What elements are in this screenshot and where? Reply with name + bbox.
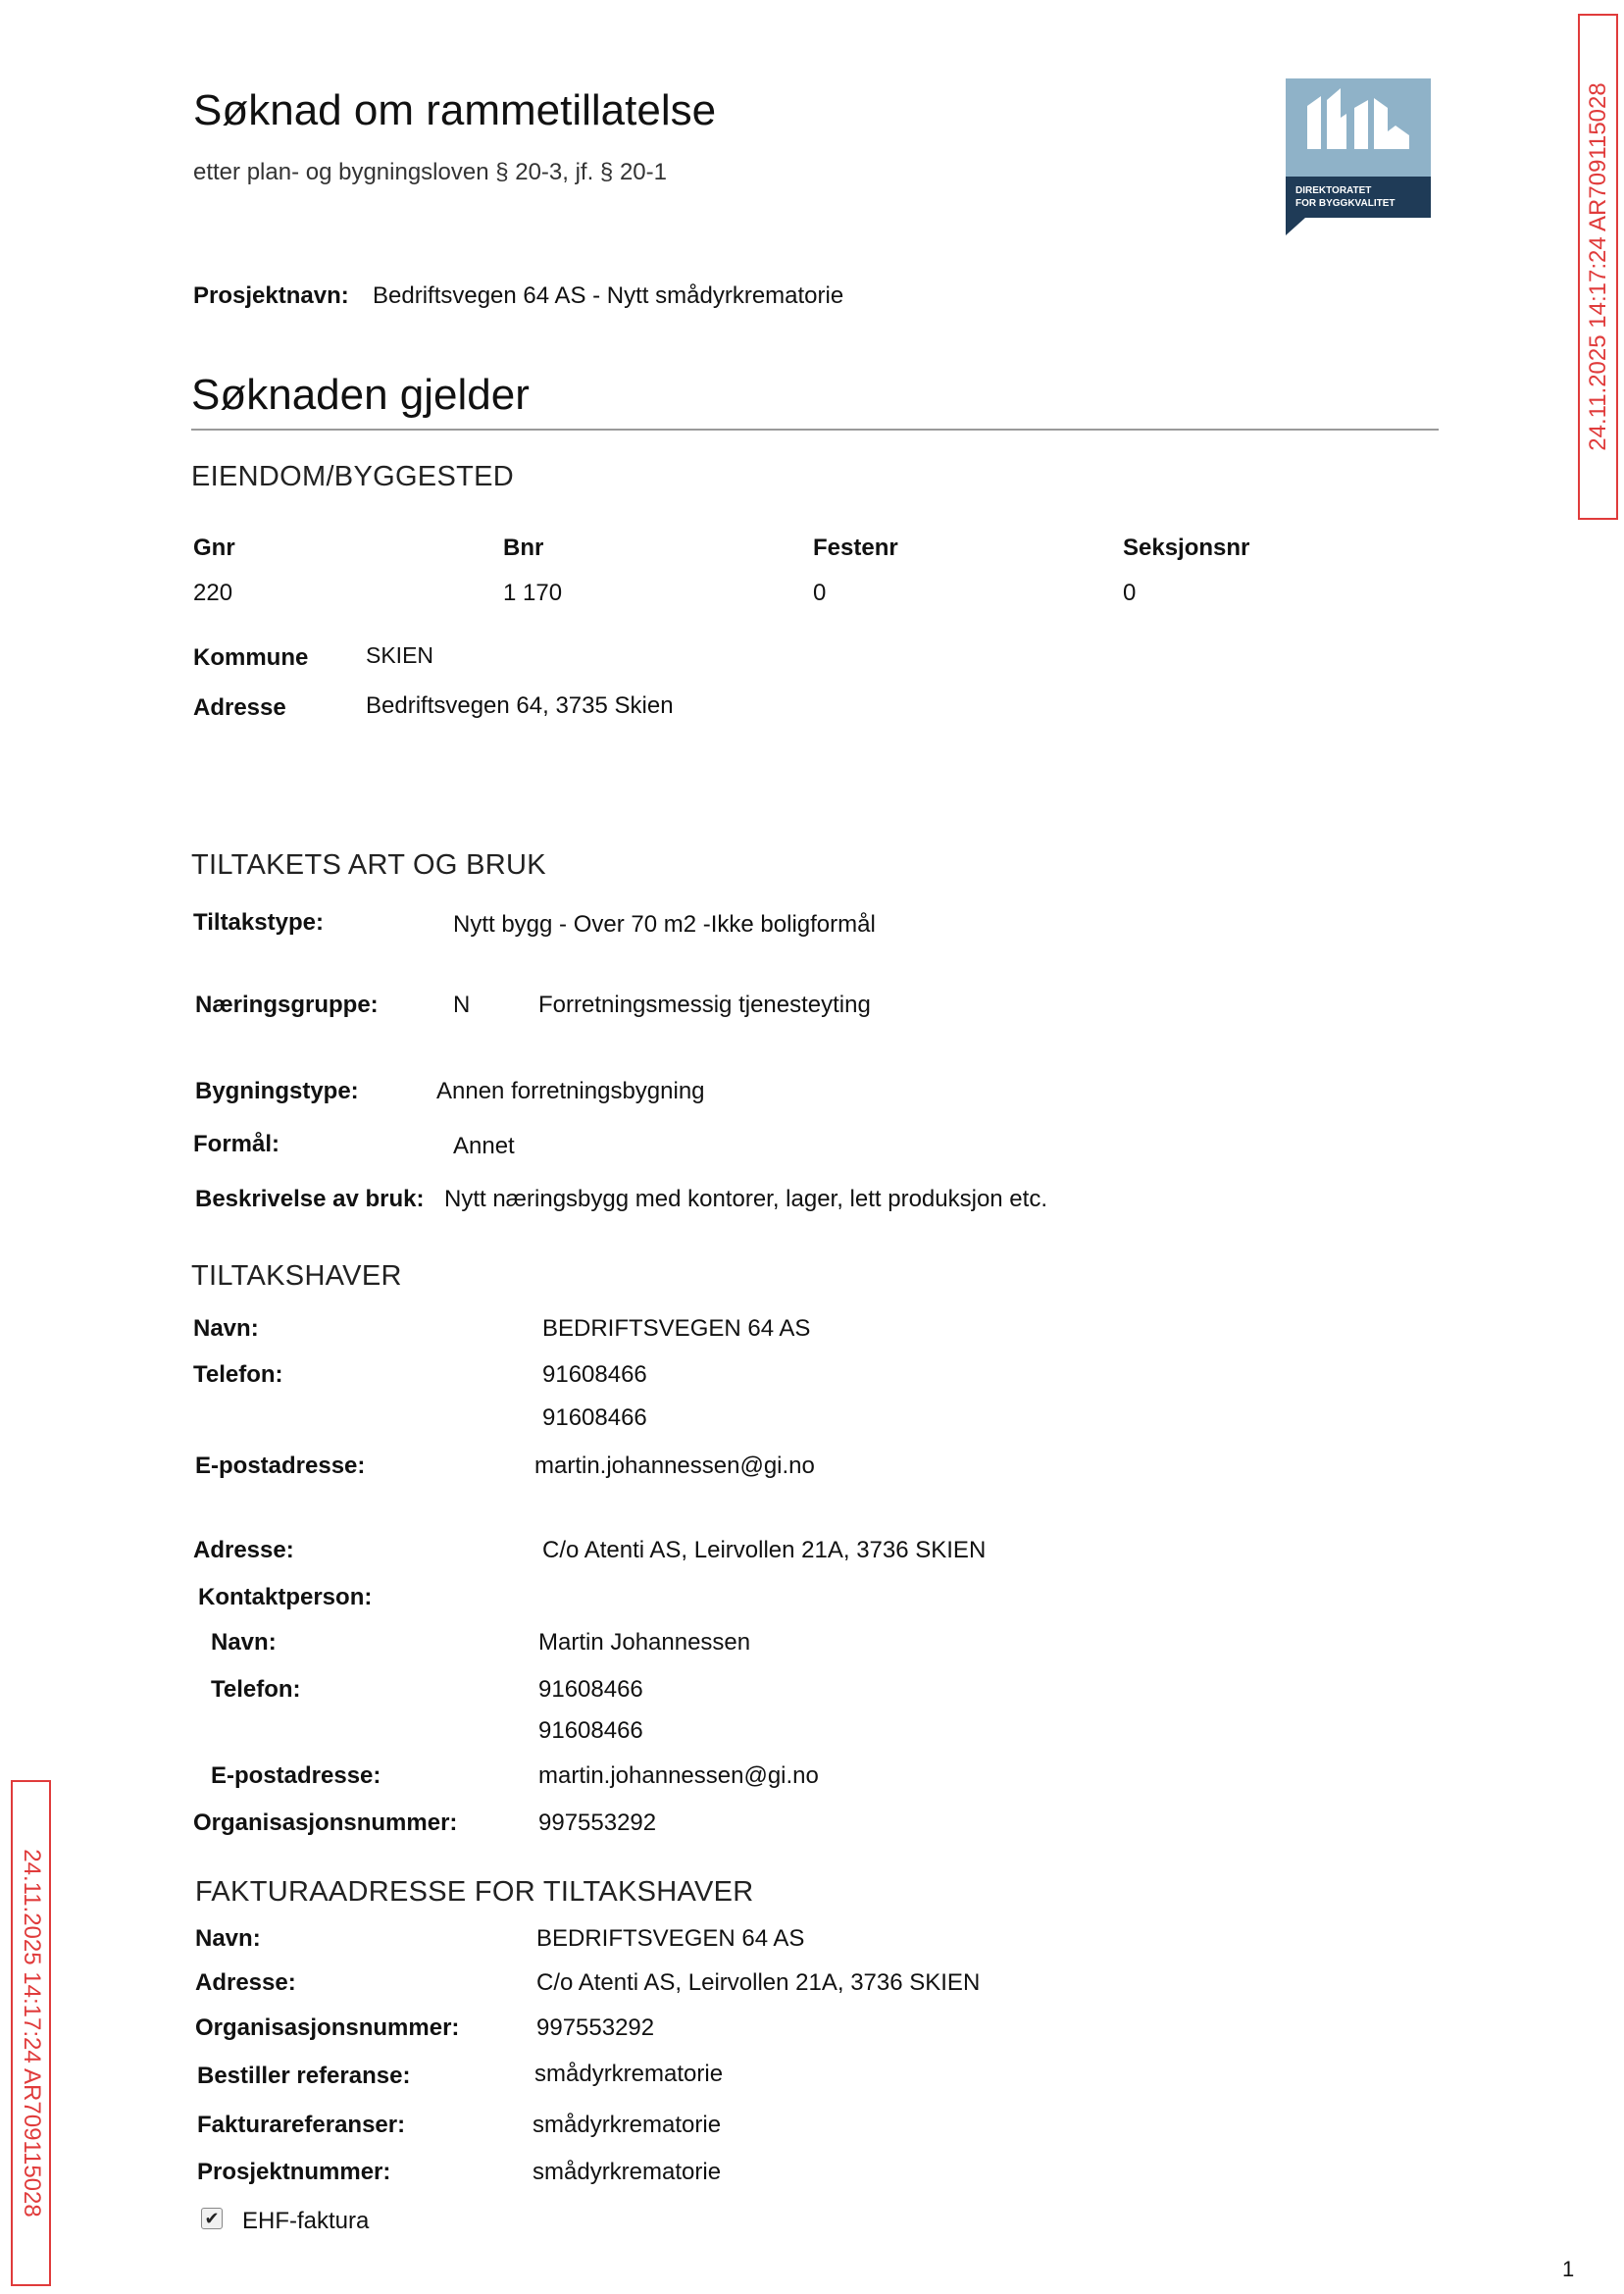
date-stamp-text: 24.11.2025 14:17:24 AR709115028 [18, 1849, 45, 2218]
bestiller-referanse-value: smådyrkrematorie [534, 2061, 724, 2087]
adresse-value: Bedriftsvegen 64, 3735 Skien [366, 692, 674, 719]
fakturareferanser-value: smådyrkrematorie [533, 2112, 722, 2138]
value-seksjonsnr: 0 [1123, 580, 1137, 606]
tiltakshaver-telefon-value-2: 91608466 [542, 1404, 647, 1431]
tiltakshaver-epost-value: martin.johannessen@gi.no [534, 1453, 815, 1479]
faktura-heading: FAKTURAADRESSE FOR TILTAKSHAVER [195, 1876, 754, 1908]
kontakt-epost-label: E-postadresse: [211, 1762, 381, 1789]
value-bnr: 1 170 [503, 580, 563, 606]
tiltakshaver-epost-label: E-postadresse: [195, 1453, 366, 1479]
tiltak-heading: TILTAKETS ART OG BRUK [191, 849, 546, 881]
checkmark-icon: ✔ [204, 2209, 220, 2228]
property-heading: EIENDOM/BYGGESTED [191, 461, 514, 492]
column-seksjonsnr: Seksjonsnr [1123, 535, 1250, 561]
logo-text-line2: FOR BYGGKVALITET [1295, 198, 1396, 209]
heading-divider [191, 429, 1439, 431]
section-heading: Søknaden gjelder [191, 371, 530, 419]
beskrivelse-value: Nytt næringsbygg med kontorer, lager, lett produksjon etc. [444, 1186, 1047, 1212]
kontakt-epost-value: martin.johannessen@gi.no [538, 1762, 819, 1789]
value-festenr: 0 [813, 580, 827, 606]
beskrivelse-label: Beskrivelse av bruk: [195, 1186, 425, 1212]
kontakt-telefon-value-2: 91608466 [538, 1717, 643, 1744]
kontakt-navn-label: Navn: [211, 1629, 277, 1656]
value-gnr: 220 [193, 580, 233, 606]
tiltakstype-label: Tiltakstype: [193, 909, 324, 936]
formal-label: Formål: [193, 1131, 280, 1157]
prosjektnummer-value: smådyrkrematorie [533, 2159, 722, 2185]
naeringsgruppe-value: Forretningsmessig tjenesteyting [538, 992, 871, 1018]
naeringsgruppe-code: N [453, 992, 471, 1018]
column-festenr: Festenr [813, 535, 898, 561]
tiltakshaver-orgnr-value: 997553292 [538, 1810, 657, 1836]
formal-value: Annet [453, 1133, 515, 1159]
tiltakshaver-navn-value: BEDRIFTSVEGEN 64 AS [542, 1315, 811, 1342]
fakturareferanser-label: Fakturareferanser: [197, 2112, 406, 2138]
faktura-navn-label: Navn: [195, 1925, 261, 1952]
kommune-value: SKIEN [366, 642, 434, 668]
faktura-navn-value: BEDRIFTSVEGEN 64 AS [536, 1925, 805, 1952]
project-label: Prosjektnavn: [193, 282, 349, 309]
date-stamp-top [1578, 14, 1618, 520]
page-number: 1 [1562, 2257, 1575, 2281]
faktura-orgnr-value: 997553292 [536, 2014, 655, 2041]
faktura-orgnr-label: Organisasjonsnummer: [195, 2014, 460, 2041]
building-logo-icon [1286, 78, 1431, 235]
ehf-faktura-checkbox[interactable] [201, 2208, 223, 2229]
kontaktperson-label: Kontaktperson: [198, 1584, 373, 1610]
tiltakshaver-navn-label: Navn: [193, 1315, 259, 1342]
kontakt-navn-value: Martin Johannessen [538, 1629, 751, 1656]
bygningstype-value: Annen forretningsbygning [436, 1078, 705, 1104]
bygningstype-label: Bygningstype: [195, 1078, 359, 1104]
tiltakshaver-heading: TILTAKSHAVER [191, 1260, 402, 1292]
dibk-logo [1286, 78, 1431, 235]
date-stamp-bottom [11, 1780, 51, 2286]
adresse-label: Adresse [193, 694, 286, 721]
date-stamp-text: 24.11.2025 14:17:24 AR709115028 [1584, 82, 1611, 451]
tiltakshaver-telefon-label: Telefon: [193, 1361, 283, 1388]
logo-text-line1: DIREKTORATET [1295, 185, 1372, 196]
tiltakshaver-orgnr-label: Organisasjonsnummer: [193, 1810, 458, 1836]
kontakt-telefon-label: Telefon: [211, 1676, 301, 1703]
faktura-adresse-value: C/o Atenti AS, Leirvollen 21A, 3736 SKIEN [536, 1969, 981, 1996]
document-title: Søknad om rammetillatelse [193, 86, 717, 134]
tiltakshaver-adresse-value: C/o Atenti AS, Leirvollen 21A, 3736 SKIEN [542, 1537, 987, 1563]
faktura-adresse-label: Adresse: [195, 1969, 296, 1996]
naeringsgruppe-label: Næringsgruppe: [195, 992, 379, 1018]
prosjektnummer-label: Prosjektnummer: [197, 2159, 391, 2185]
kontakt-telefon-value-1: 91608466 [538, 1676, 643, 1703]
tiltakshaver-adresse-label: Adresse: [193, 1537, 294, 1563]
column-gnr: Gnr [193, 535, 235, 561]
document-subtitle: etter plan- og bygningsloven § 20-3, jf. § 20-1 [193, 159, 667, 185]
project-name: Bedriftsvegen 64 AS - Nytt smådyrkrematorie [373, 282, 844, 309]
column-bnr: Bnr [503, 535, 544, 561]
bestiller-referanse-label: Bestiller referanse: [197, 2063, 411, 2089]
tiltakstype-value: Nytt bygg - Over 70 m2 -Ikke boligformål [453, 911, 876, 938]
ehf-faktura-label: EHF-faktura [242, 2208, 370, 2234]
kommune-label: Kommune [193, 644, 309, 671]
tiltakshaver-telefon-value-1: 91608466 [542, 1361, 647, 1388]
